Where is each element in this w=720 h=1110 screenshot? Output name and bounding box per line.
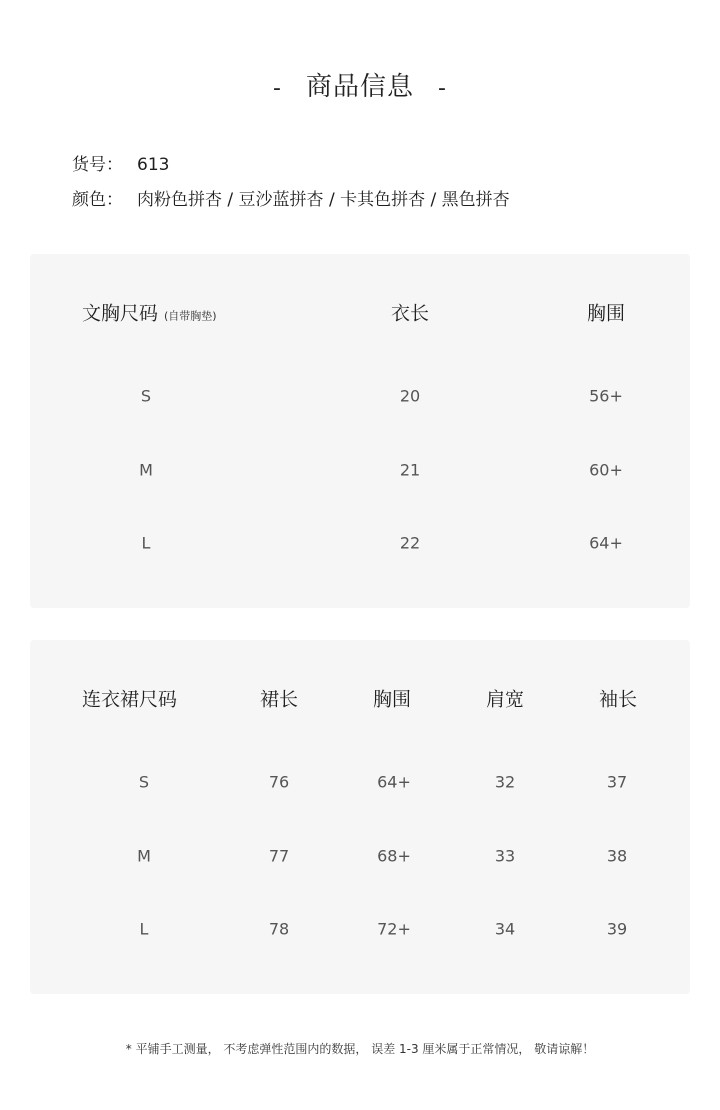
bra-row-size: L (141, 533, 151, 553)
dress-row-length: 76 (268, 772, 290, 792)
bra-row-bust: 60+ (589, 460, 623, 480)
dress-row-size: L (139, 919, 149, 939)
dress-size-table (30, 640, 690, 994)
bra-header-size (82, 299, 217, 326)
title-text: 商品信息 (305, 72, 414, 102)
color-label: 颜色： (72, 190, 123, 210)
bra-size-table (30, 254, 690, 608)
dress-row-length: 77 (268, 846, 290, 866)
dress-row-shoulder: 34 (494, 919, 516, 939)
dress-row-sleeve: 38 (606, 846, 628, 866)
sku-line (72, 150, 169, 175)
dress-row-length: 78 (268, 919, 290, 939)
page-title (0, 66, 720, 103)
measurement-note: * 平铺手工测量， 不考虑弹性范围内的数据， 误差 1-3 厘米属于正常情况， 敬请谅解！ (125, 1042, 595, 1056)
bra-header-length: 衣长 (390, 302, 430, 325)
title-dash-left: - (273, 76, 282, 101)
dress-header-bust: 胸围 (372, 688, 412, 711)
dress-header-shoulder: 肩宽 (485, 688, 525, 711)
sku-value: 613 (137, 155, 170, 175)
dress-row-size: S (138, 772, 150, 792)
dress-row-size: M (137, 846, 151, 866)
dress-row-shoulder: 32 (494, 772, 516, 792)
bra-row-bust: 64+ (589, 533, 623, 553)
dress-row-sleeve: 37 (606, 772, 628, 792)
dress-header-sleeve: 袖长 (598, 688, 638, 711)
bra-row-length: 20 (399, 386, 421, 406)
dress-row-shoulder: 33 (494, 846, 516, 866)
dress-row-sleeve: 39 (606, 919, 628, 939)
color-value: 肉粉色拼杏 / 豆沙蓝拼杏 / 卡其色拼杏 / 黑色拼杏 (137, 190, 510, 210)
sku-label: 货号： (72, 155, 123, 175)
bra-header-size-note: (自带胸垫) (164, 309, 217, 323)
color-line (72, 185, 510, 210)
bra-row-size: M (139, 460, 153, 480)
dress-header-length: 裙长 (259, 688, 299, 711)
title-dash-right: - (438, 76, 447, 101)
bra-row-length: 21 (399, 460, 421, 480)
bra-header-bust: 胸围 (586, 302, 626, 325)
bra-row-bust: 56+ (589, 386, 623, 406)
bra-row-size: S (140, 386, 152, 406)
dress-header-size: 连衣裙尺码 (82, 688, 178, 711)
dress-row-bust: 64+ (377, 772, 411, 792)
dress-row-bust: 68+ (377, 846, 411, 866)
bra-row-length: 22 (399, 533, 421, 553)
bra-header-size-label: 文胸尺码 (82, 302, 159, 325)
dress-row-bust: 72+ (377, 919, 411, 939)
